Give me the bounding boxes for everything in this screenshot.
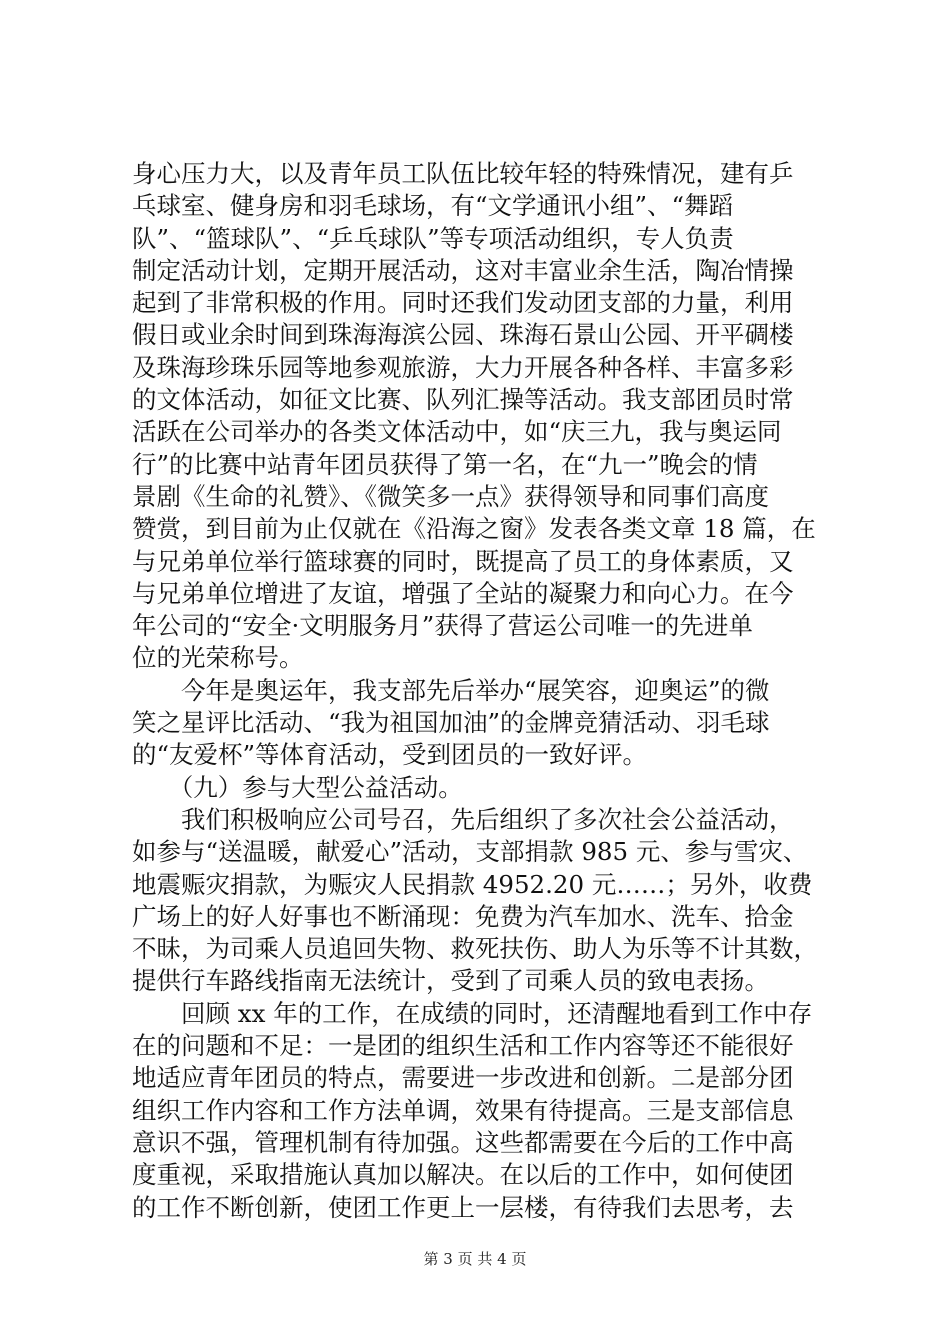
text-line: 与兄弟单位举行篮球赛的同时，既提高了员工的身体素质，又 [132,546,794,576]
text-line: 的文体活动，如征文比赛、队列汇操等活动。我支部团员时常 [132,385,794,415]
text-line: 假日或业余时间到珠海海滨公园、珠海石景山公园、开平碉楼 [132,320,794,350]
text-line: 地适应青年团员的特点，需要进一步改进和创新。二是部分团 [132,1063,794,1093]
text-line: 的工作不断创新，使团工作更上一层楼，有待我们去思考，去 [132,1192,794,1222]
text-line: 身心压力大，以及青年员工队伍比较年轻的特殊情况，建有乒 [132,159,794,188]
page-footer: 第 3 页 共 4 页 [423,1250,527,1268]
text-line: 今年是奥运年，我支部先后举办“展笑容，迎奥运”的微 [132,675,770,705]
text-line: 起到了非常积极的作用。同时还我们发动团支部的力量，利用 [132,288,794,318]
text-line: 与兄弟单位增进了友谊，增强了全站的凝聚力和向心力。在今 [132,578,794,608]
text-line: 活跃在公司举办的各类文体活动中，如“庆三九，我与奥运同 [132,417,782,447]
body-text [132,158,832,1224]
text-line: 赞赏，到目前为止仅就在《沿海之窗》发表各类文章 18 篇，在 [132,514,816,544]
text-line: 组织工作内容和工作方法单调，效果有待提高。三是支部信息 [132,1095,794,1125]
text-line: 笑之星评比活动、“我为祖国加油”的金牌竞猜活动、羽毛球 [132,708,770,738]
text-line: 不昧，为司乘人员追回失物、救死扶伤、助人为乐等不计其数， [132,934,818,964]
text-line: 年公司的“安全·文明服务月”获得了营运公司唯一的先进单 [132,611,753,641]
text-line: 如参与“送温暖，献爱心”活动，支部捐款 985 元、参与雪灾、 [132,837,808,867]
text-line: 地震赈灾捐款，为赈灾人民捐款 4952.20 元……；另外，收费 [132,869,813,899]
text-line: 广场上的好人好事也不断涌现：免费为汽车加水、洗车、拾金 [132,901,794,931]
text-line: 意识不强，管理机制有待加强。这些都需要在今后的工作中高 [132,1127,794,1157]
text-line: 的“友爱杯”等体育活动，受到团员的一致好评。 [132,740,648,770]
text-line: （九）参与大型公益活动。 [132,772,463,802]
text-line: 度重视，采取措施认真加以解决。在以后的工作中，如何使团 [132,1160,794,1190]
text-line: 提供行车路线指南无法统计，受到了司乘人员的致电表扬。 [132,966,769,996]
text-line: 回顾 xx 年的工作，在成绩的同时，还清醒地看到工作中存 [132,998,813,1028]
text-line: 行”的比赛中站青年团员获得了第一名，在“九一”晚会的情 [132,449,758,479]
text-line: 队”、“篮球队”、“乒乓球队”等专项活动组织，专人负责 [132,223,734,253]
text-line: 景剧《生命的礼赞》、《微笑多一点》获得领导和同事们高度 [132,481,769,511]
text-line: 乓球室、健身房和羽毛球场，有“文学通讯小组”、“舞蹈 [132,191,734,221]
text-line: 在的问题和不足：一是团的组织生活和工作内容等还不能很好 [132,1031,794,1061]
text-line: 及珠海珍珠乐园等地参观旅游，大力开展各种各样、丰富多彩 [132,352,794,382]
text-line: 位的光荣称号。 [132,643,304,673]
text-line: 我们积极响应公司号召，先后组织了多次社会公益活动， [132,804,794,834]
text-line: 制定活动计划，定期开展活动，这对丰富业余生活，陶冶情操 [132,255,794,285]
